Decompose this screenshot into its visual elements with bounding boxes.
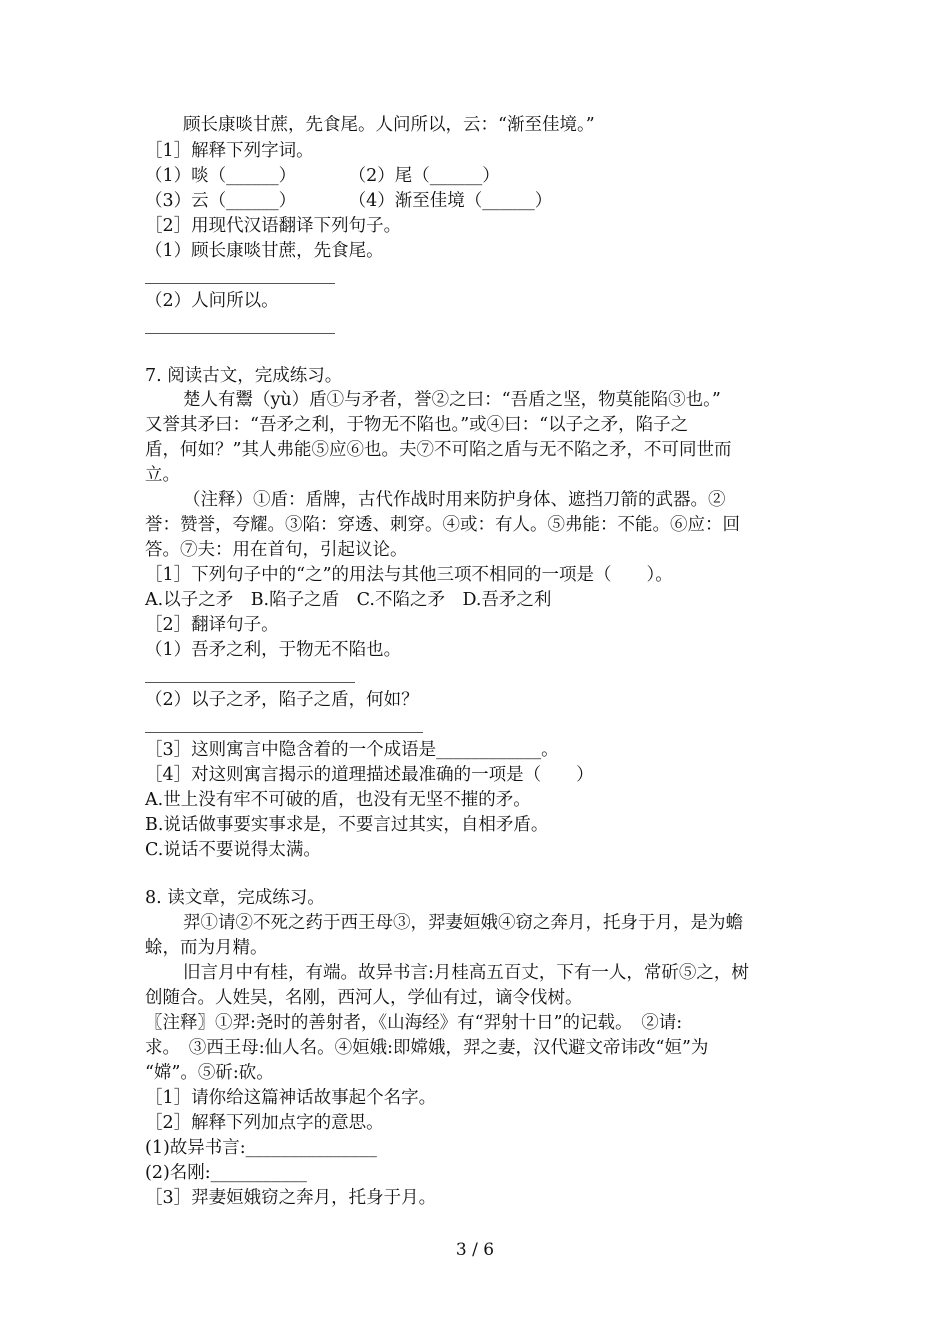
text-line: （2）人问所以。 xyxy=(145,291,279,311)
answer-line xyxy=(145,333,335,334)
text-line: ［1］解释下列字词。 xyxy=(145,141,314,161)
text-line: 创随合。人姓吴，名刚，西河人，学仙有过，谪令伐树。 xyxy=(145,988,583,1008)
answer-line xyxy=(145,732,423,733)
text-line: 顾长康啖甘蔗，先食尾。人问所以，云：“渐至佳境。” xyxy=(183,115,595,135)
text-line: （1）啖（______） （2）尾（______） xyxy=(145,166,500,186)
text-line: 蜍，而为月精。 xyxy=(145,938,268,958)
text-line: （1）吾矛之利，于物无不陷也。 xyxy=(145,640,402,660)
text-line: ［1］请你给这篇神话故事起个名字。 xyxy=(145,1088,437,1108)
text-line: A.世上没有牢不可破的盾，也没有无坚不摧的矛。 xyxy=(145,790,531,810)
question-heading: 7. 阅读古文，完成练习。 xyxy=(145,366,343,386)
page-number: 3 / 6 xyxy=(455,1240,495,1260)
text-line: ［2］用现代汉语翻译下列句子。 xyxy=(145,216,402,236)
answer-line xyxy=(145,682,355,683)
text-line: ［2］翻译句子。 xyxy=(145,615,279,635)
text-line: 盾，何如？”其人弗能⑤应⑥也。夫⑦不可陷之盾与无不陷之矛，不可同世而 xyxy=(145,440,732,460)
text-line: “嫦”。⑤斫:砍。 xyxy=(145,1063,274,1083)
text-line: C.说话不要说得太满。 xyxy=(145,840,321,860)
question-heading: 8. 读文章，完成练习。 xyxy=(145,888,325,908)
text-line: 〖注释〗①羿:尧时的善射者，《山海经》有“羿射十日”的记载。 ②请: xyxy=(145,1013,683,1033)
text-line: 羿①请②不死之药于西王母③，羿妻姮娥④窃之奔月，托身于月，是为蟾 xyxy=(183,913,743,933)
text-line: ［3］羿妻姮娥窃之奔月，托身于月。 xyxy=(145,1188,437,1208)
text-line: 又誉其矛曰：“吾矛之利，于物无不陷也。”或④曰：“以子之矛，陷子之 xyxy=(145,415,689,435)
text-line: A.以子之矛 B.陷子之盾 C.不陷之矛 D.吾矛之利 xyxy=(145,590,552,610)
text-line: 誉：赞誉，夸耀。③陷：穿透、刺穿。④或：有人。⑤弗能：不能。⑥应：回 xyxy=(145,515,740,535)
text-line: (2)名刚:___________ xyxy=(145,1163,307,1183)
text-line: 答。⑦夫：用在首句，引起议论。 xyxy=(145,540,408,560)
text-line: ［1］下列句子中的“之”的用法与其他三项不相同的一项是（ ）。 xyxy=(145,565,673,585)
text-line: ［2］解释下列加点字的意思。 xyxy=(145,1113,384,1133)
text-line: （2）以子之矛，陷子之盾，何如？ xyxy=(145,690,419,710)
text-line: ［4］对这则寓言揭示的道理描述最准确的一项是（ ） xyxy=(145,765,594,785)
text-line: （3）云（______） （4）渐至佳境（______） xyxy=(145,191,553,211)
text-line: 立。 xyxy=(145,465,180,485)
answer-line xyxy=(145,283,335,284)
text-line: （注释）①盾：盾牌，古代作战时用来防护身体、遮挡刀箭的武器。② xyxy=(183,490,726,510)
text-line: 求。 ③西王母:仙人名。④姮娥:即嫦娥，羿之妻，汉代避文帝讳改“姮”为 xyxy=(145,1038,709,1058)
text-line: B.说话做事要实事求是，不要言过其实，自相矛盾。 xyxy=(145,815,549,835)
text-line: 楚人有鬻（yù）盾①与矛者，誉②之曰：“吾盾之坚，物莫能陷③也。” xyxy=(183,390,721,410)
text-line: 旧言月中有桂，有端。故异书言:月桂高五百丈，下有一人，常斫⑤之，树 xyxy=(183,963,749,983)
text-line: ［3］这则寓言中隐含着的一个成语是____________。 xyxy=(145,740,559,760)
text-line: （1）顾长康啖甘蔗，先食尾。 xyxy=(145,241,384,261)
text-line: (1)故异书言:_______________ xyxy=(145,1138,377,1158)
